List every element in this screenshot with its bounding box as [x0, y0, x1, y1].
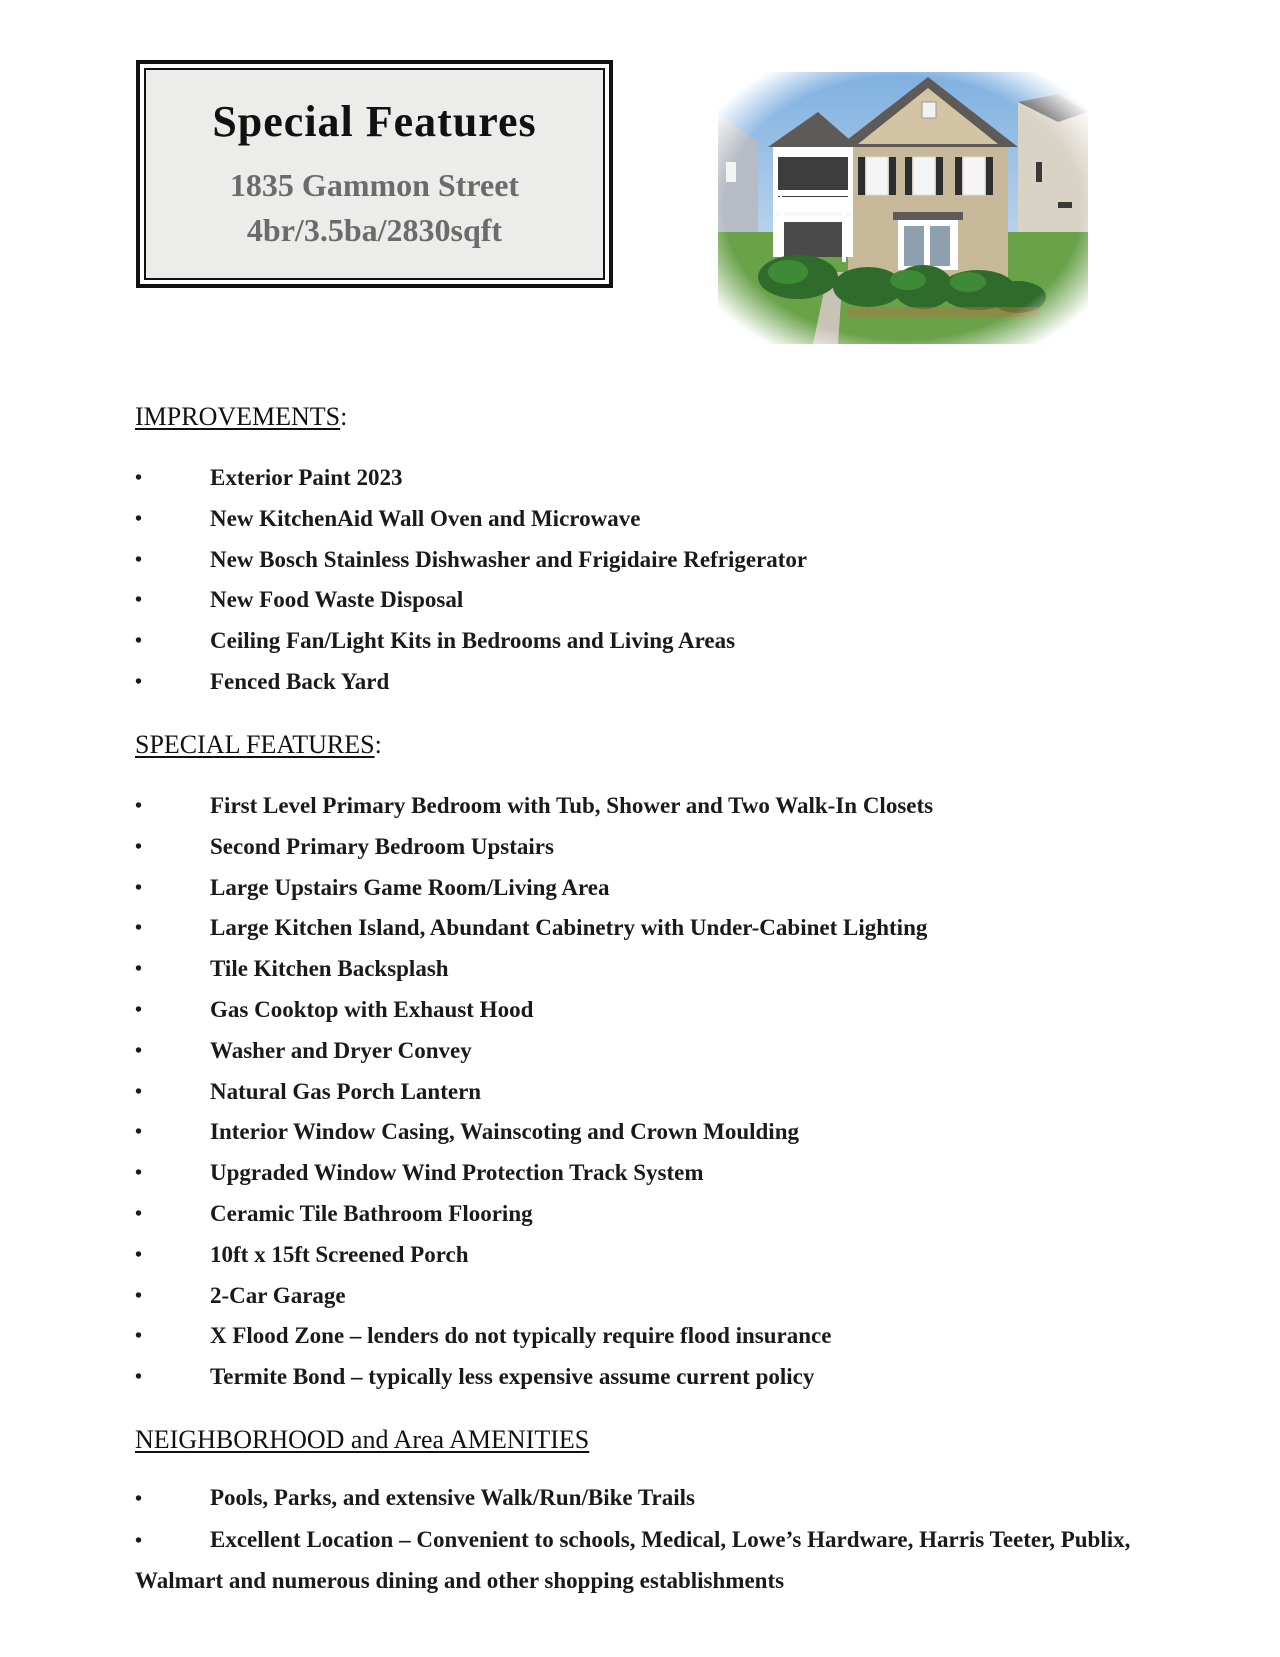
bullet-icon: • [135, 1202, 143, 1225]
list-item [135, 499, 807, 540]
bullet-icon: • [135, 1488, 143, 1510]
property-address: 1835 Gammon Street [229, 167, 520, 203]
list-item-text: Large Upstairs Game Room/Living Area [210, 874, 610, 900]
list-item [135, 1194, 933, 1235]
improvements-list [135, 458, 807, 703]
list-item-text: Gas Cooktop with Exhaust Hood [210, 996, 534, 1022]
bullet-icon: • [135, 630, 143, 653]
special-features-heading [135, 730, 382, 760]
list-item-text: Tile Kitchen Backsplash [210, 956, 449, 982]
list-item [135, 990, 933, 1031]
list-item [135, 1072, 933, 1113]
bullet-icon: • [135, 1080, 143, 1103]
list-item-text: Termite Bond – typically less expensive assume current policy [210, 1364, 815, 1390]
list-item-text: 10ft x 15ft Screened Porch [210, 1241, 469, 1267]
list-item [135, 786, 933, 827]
list-item-text: New Food Waste Disposal [210, 587, 464, 613]
list-item [135, 1316, 933, 1357]
list-item-text: Upgraded Window Wind Protection Track System [210, 1160, 704, 1186]
list-item-text: Washer and Dryer Convey [210, 1037, 472, 1063]
bullet-icon: • [135, 876, 143, 899]
list-item-text: New KitchenAid Wall Oven and Microwave [210, 505, 641, 531]
list-item-text: Interior Window Casing, Wainscoting and Crown Moulding [210, 1119, 799, 1145]
list-item [135, 458, 807, 499]
list-item [135, 908, 933, 949]
list-item-text: New Bosch Stainless Dishwasher and Frigidaire Refrigerator [210, 546, 808, 572]
list-item-text: First Level Primary Bedroom with Tub, Shower and Two Walk-In Closets [210, 793, 934, 818]
amenity-text: Pools, Parks, and extensive Walk/Run/Bike Trails [210, 1485, 695, 1510]
title-box-inner [144, 68, 605, 280]
bullet-icon: • [135, 589, 143, 612]
house-photo [718, 72, 1088, 344]
bullet-icon: • [135, 1325, 143, 1348]
page-title: Special Features [212, 97, 537, 146]
list-item-text: X Flood Zone – lenders do not typically require flood insurance [210, 1323, 832, 1349]
bullet-icon: • [135, 1243, 143, 1266]
list-item [135, 580, 807, 621]
bullet-icon: • [135, 1366, 143, 1389]
improvements-heading [135, 402, 347, 432]
list-item [135, 540, 807, 581]
list-item [135, 621, 807, 662]
bullet-icon: • [135, 917, 143, 940]
list-item [135, 1153, 933, 1194]
bullet-icon: • [135, 998, 143, 1021]
list-item-text: Ceramic Tile Bathroom Flooring [210, 1200, 533, 1226]
list-item [135, 827, 933, 868]
amenities-heading [135, 1425, 589, 1455]
bullet-icon: • [135, 1039, 143, 1062]
bullet-icon: • [135, 1162, 143, 1185]
bullet-icon: • [135, 670, 143, 693]
amenities-heading-text: NEIGHBORHOOD and Area AMENITIES [135, 1425, 590, 1454]
title-box [136, 60, 613, 288]
list-item-text: Fenced Back Yard [210, 668, 390, 694]
list-item [135, 949, 933, 990]
list-item [135, 662, 807, 703]
list-item-text: Second Primary Bedroom Upstairs [210, 833, 554, 859]
improvements-heading-text: IMPROVEMENTS [135, 402, 341, 431]
bullet-icon: • [135, 1530, 143, 1552]
list-item [135, 1357, 933, 1398]
list-item-text: Large Kitchen Island, Abundant Cabinetry with Under-Cabinet Lighting [210, 915, 928, 941]
amenity-text: Excellent Location – Convenient to schools, Medical, Lowe’s Hardware, Harris Teeter, Publix, Walmart and numerous dining and other shopping establishments [135, 1527, 1131, 1593]
special-features-heading-text: SPECIAL FEATURES [135, 730, 375, 759]
bullet-icon: • [135, 1121, 143, 1144]
bullet-icon: • [135, 1284, 143, 1307]
list-item-text: Ceiling Fan/Light Kits in Bedrooms and Living Areas [210, 628, 736, 654]
list-item-text: 2-Car Garage [210, 1282, 346, 1308]
property-specs: 4br/3.5ba/2830sqft [246, 212, 503, 248]
bullet-icon: • [135, 958, 143, 981]
list-item [135, 868, 933, 909]
bullet-icon: • [135, 835, 143, 858]
bullet-icon: • [135, 467, 143, 489]
special-features-list [135, 786, 933, 1398]
amenity-item [135, 1478, 1155, 1519]
improvements-heading-colon: : [340, 402, 348, 431]
list-item-text: Natural Gas Porch Lantern [210, 1078, 482, 1104]
bullet-icon: • [135, 795, 143, 817]
list-item [135, 1112, 933, 1153]
amenity-item [135, 1520, 1155, 1601]
list-item-text: Exterior Paint 2023 [210, 465, 403, 490]
bullet-icon: • [135, 548, 143, 571]
special-features-heading-colon: : [374, 730, 382, 759]
list-item [135, 1031, 933, 1072]
list-item [135, 1235, 933, 1276]
list-item [135, 1276, 933, 1317]
bullet-icon: • [135, 507, 143, 530]
